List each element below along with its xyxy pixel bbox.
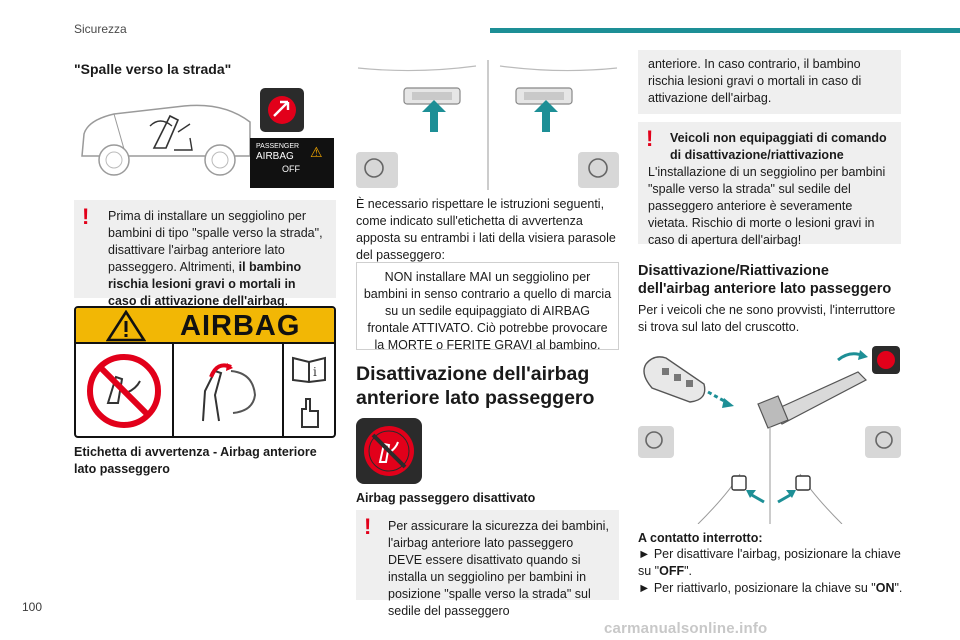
airbag-label-title: AIRBAG — [180, 310, 301, 342]
visor-instructions-intro: È necessario rispettare le istruzioni seguenti, come indicato sull'etichetta di avvertenza apposta su entrambi i lati della visiera parasole del passeggero: — [356, 197, 616, 262]
warning-exclamation-icon: ! — [364, 514, 372, 539]
indicator-line3: OFF — [282, 164, 300, 174]
page-number: 100 — [22, 600, 43, 614]
no-switch-warning-title: Veicoli non equipaggiati di comando di disattivazione/riattivazione — [670, 131, 887, 162]
no-rear-seat-icon — [76, 344, 174, 438]
switch-heading: Disattivazione/Riattivazione dell'airbag anteriore lato passeggero — [638, 263, 892, 297]
ignition-off-title: A contatto interrotto: — [638, 531, 763, 545]
never-install-notice — [356, 262, 619, 350]
on-key-label: ON — [875, 581, 895, 595]
indicator-line1: PASSENGER — [256, 143, 300, 150]
switch-location-intro: Per i veicoli che ne sono provvisti, l'interruttore si trova sul lato del cruscotto. — [638, 303, 896, 334]
seat-symbol-icon: ⚠ — [310, 144, 323, 160]
airbag-deploy-icon — [174, 344, 284, 438]
warning-exclamation-icon: ! — [82, 204, 90, 229]
warning-box-no-switch — [638, 122, 901, 247]
deactivation-heading: Disattivazione dell'airbag anteriore lato passeggero — [356, 363, 595, 409]
off-key-label: OFF — [659, 564, 685, 578]
key-switch-illustration — [638, 344, 901, 524]
no-switch-warning-body: L'installazione di un seggiolino per bambini "spalle verso la strada" sul sedile del passeggero anteriore è severamente vietata. Rischio di morte o lesioni gravi in caso di apertura dell'airbag! — [648, 165, 886, 247]
deactivate-step-text: ► Per disattivare l'airbag, posizionare la chiave su " — [638, 547, 901, 578]
reactivate-step-text: ► Per riattivarlo, posizionare la chiave su " — [638, 581, 876, 595]
rear-facing-heading: "Spalle verso la strada" — [74, 61, 232, 77]
indicator-line2: AIRBAG — [256, 151, 294, 162]
deactivate-step-end: ". — [684, 564, 693, 578]
manual-icon — [284, 344, 334, 438]
passenger-airbag-off-icon — [356, 418, 422, 484]
section-label: Sicurezza — [74, 22, 127, 36]
header-accent-bar — [490, 28, 960, 33]
child-safety-warning-text: Per assicurare la sicurezza dei bambini, l'airbag anteriore lato passeggero DEVE essere disattivato quando si installa un seggiolino per bambini in posizione "spalle verso la strada" sul sedile del passeggero — [388, 519, 609, 618]
warning-box-deactivate — [74, 200, 336, 308]
continued-warning-box — [638, 50, 901, 114]
reactivate-step — [638, 580, 908, 597]
sun-visor-illustration — [356, 60, 619, 190]
deactivate-step — [638, 546, 901, 580]
car-seat-illustration — [74, 86, 334, 190]
reactivate-step-end: ". — [894, 581, 903, 595]
warning-text-bold: il bambino rischia lesioni gravi o mortali in caso di attivazione dell'airbag — [108, 260, 302, 308]
warning-box-child-safety — [356, 510, 619, 618]
airbag-off-caption: Airbag passeggero disattivato — [356, 491, 536, 505]
watermark: carmanualsonline.info — [604, 620, 768, 637]
warning-exclamation-icon: ! — [646, 126, 654, 151]
warning-text: Prima di installare un seggiolino per bambini di tipo "spalle verso la strada", disattivare l'airbag anteriore lato passeggero. Altrimenti, — [108, 209, 323, 274]
airbag-label-caption: Etichetta di avvertenza - Airbag anteriore lato passeggero — [74, 445, 317, 476]
continued-warning-text: anteriore. In caso contrario, il bambino rischia lesioni gravi o mortali in caso di attivazione dell'airbag. — [648, 57, 862, 105]
never-install-notice-text: NON installare MAI un seggiolino per bambini in senso contrario a quello di marcia su un sedile equipaggiato di AIRBAG frontale ATTIVATO. Ciò potrebbe provocare la MORTE o FERITE GRAVI al bambino. — [363, 270, 612, 352]
warning-triangle-icon — [106, 310, 146, 342]
airbag-warning-label — [74, 306, 336, 438]
warning-text-end: . — [284, 294, 289, 308]
svg-text:i: i — [313, 364, 317, 379]
